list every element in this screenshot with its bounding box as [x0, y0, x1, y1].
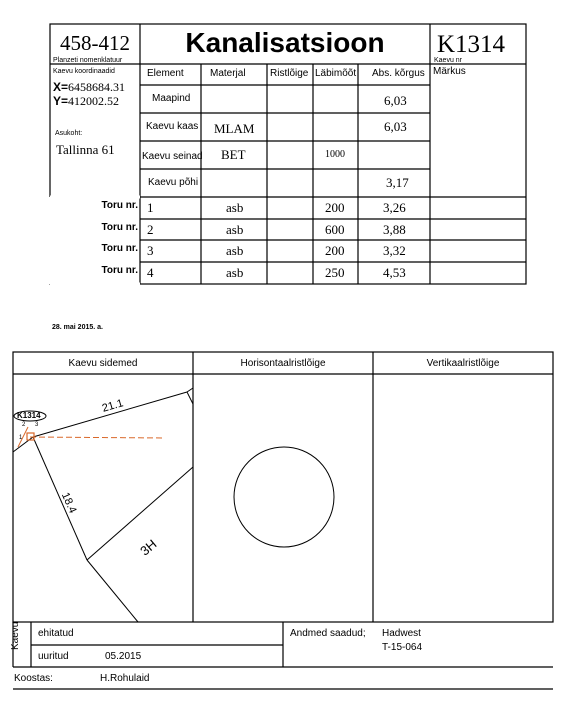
- source-label: Andmed saadud;: [290, 628, 366, 639]
- col-section: Ristlõige: [270, 68, 309, 79]
- row-material: MLAM: [214, 121, 255, 136]
- pipe-number: 4: [147, 265, 154, 280]
- col-connections: Kaevu sidemed: [68, 358, 138, 369]
- y-coord: [53, 94, 119, 109]
- pipe-material: asb: [226, 200, 244, 215]
- source-org: Hadwest: [382, 628, 421, 639]
- pipe-diameter: 200: [325, 200, 345, 215]
- compiler-name: H.Rohulaid: [100, 673, 150, 684]
- well-tag: K1314: [17, 411, 41, 420]
- y-value: 412002.52: [68, 94, 120, 108]
- pipe-material: asb: [226, 243, 244, 258]
- plan-label: Planzeti nomenklatuur: [53, 57, 123, 64]
- pipe-material: asb: [226, 265, 244, 280]
- col-material: Materjal: [210, 68, 246, 79]
- col-diameter: Läbimõõt: [315, 68, 357, 79]
- row-element: Kaevu kaas: [146, 121, 199, 132]
- row-element: Maapind: [152, 93, 191, 104]
- well-id: K1314: [437, 31, 506, 58]
- pipe-diameter: 600: [325, 222, 345, 237]
- pipe-label: Toru nr.: [101, 243, 138, 254]
- pipe-label: Toru nr.: [101, 265, 138, 276]
- pipe-label: Toru nr.: [101, 200, 138, 211]
- pipe-num: 1: [19, 435, 23, 441]
- surveyed-date: 05.2015: [105, 651, 142, 662]
- pipe-height: 4,53: [383, 265, 406, 280]
- pipe-number: 2: [147, 222, 154, 237]
- x-coord: [53, 80, 125, 95]
- well-cross-section-circle: [234, 447, 334, 547]
- compiler-label: Koostas:: [14, 673, 53, 684]
- page-title: Kanalisatsioon: [185, 27, 385, 58]
- pipe-diameter: 200: [325, 243, 345, 258]
- address: Tallinna 61: [56, 142, 115, 157]
- pipe-diameter: 250: [325, 265, 345, 280]
- plan-code: 458-412: [60, 31, 130, 55]
- col-horizontal: Horisontaalristlõige: [240, 358, 326, 369]
- col-height: Abs. kõrgus: [372, 68, 425, 79]
- x-label: X=: [53, 80, 69, 94]
- pipe-num: 3: [35, 422, 39, 428]
- col-vertical: Vertikaalristlõige: [426, 358, 500, 369]
- pipe-material: asb: [226, 222, 244, 237]
- row-diameter: 1000: [325, 149, 345, 160]
- surveyed-label: uuritud: [38, 651, 69, 662]
- row-material: BET: [221, 147, 246, 162]
- row-height: 6,03: [384, 93, 407, 108]
- col-note: Märkus: [433, 66, 466, 77]
- row-height: 6,03: [384, 119, 407, 134]
- pipe-height: 3,32: [383, 243, 406, 258]
- building-label: 3H: [137, 536, 160, 559]
- pipe-height: 3,26: [383, 200, 406, 215]
- pipe-height: 3,88: [383, 222, 406, 237]
- row-height: 3,17: [386, 175, 409, 190]
- x-value: 6458684.31: [68, 80, 126, 94]
- pipe-label: Toru nr.: [101, 222, 138, 233]
- distance-label: 21.1: [100, 397, 125, 415]
- y-label: Y=: [53, 94, 69, 108]
- address-label: Asukoht:: [55, 130, 83, 137]
- source-code: T-15-064: [382, 642, 423, 653]
- built-label: ehitatud: [38, 628, 74, 639]
- distance-label: 18.4: [58, 490, 79, 516]
- footer-side-label: Kaevu: [10, 621, 21, 650]
- sketch-frame: [13, 352, 553, 622]
- date: 28. mai 2015. a.: [52, 324, 103, 331]
- pipe-number: 1: [147, 200, 154, 215]
- coords-label: Kaevu koordinaadid: [53, 68, 115, 75]
- well-label: Kaevu nr: [434, 57, 463, 64]
- pipe-number: 3: [147, 243, 154, 258]
- row-element: Kaevu põhi: [148, 177, 199, 188]
- pipe-num: 2: [22, 422, 26, 428]
- row-element: Kaevu seinad: [142, 151, 203, 162]
- col-element: Element: [147, 68, 184, 79]
